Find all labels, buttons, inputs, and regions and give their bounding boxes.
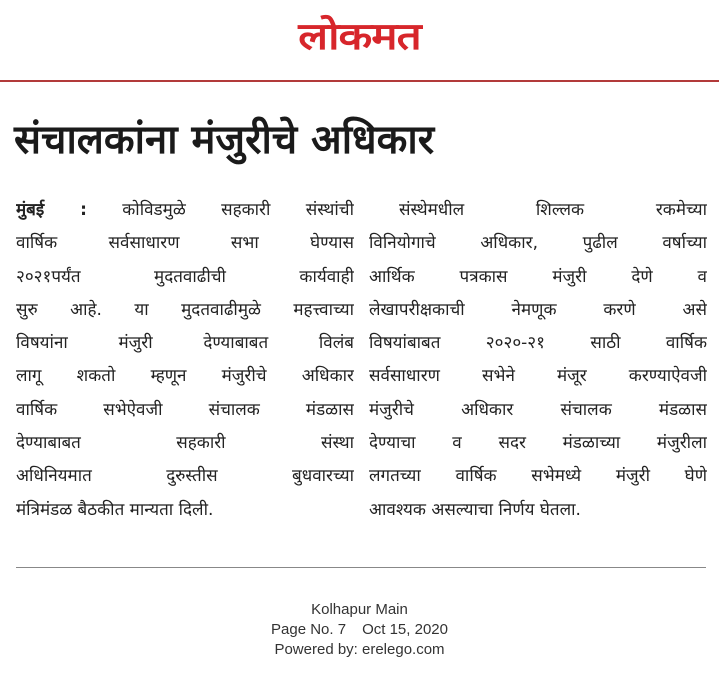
column-line <box>16 194 354 227</box>
column-line: २०२१पर्यंत मुदतवाढीची कार्यवाही <box>16 266 354 287</box>
article-column-left <box>16 194 354 527</box>
column-line: विषयांना मंजुरी देण्याबाबत विलंब <box>16 333 354 354</box>
powered-by-link[interactable]: Powered by: erelego.com <box>274 641 445 658</box>
column-line: देण्याबाबत सहकारी संस्था <box>16 433 354 454</box>
article-headline: संचालकांना मंजुरीचे अधिकार <box>14 117 435 163</box>
column-line: वार्षिक सर्वसाधारण सभा घेण्यास <box>16 233 354 254</box>
newspaper-logo: लोकमत <box>298 14 421 59</box>
dateline: मुंबई : <box>16 200 87 220</box>
column-line: लेखापरीक्षकाची नेमणूक करणे असे <box>369 299 707 320</box>
masthead-divider <box>0 80 719 82</box>
page-and-date <box>0 620 719 640</box>
line-text: कोविडमुळे सहकारी संस्थांची <box>86 200 354 220</box>
page-number: Page No. 7 <box>271 621 347 638</box>
clipping-footer <box>0 600 719 660</box>
column-line: देण्याचा व सदर मंडळाच्या मंजुरीला <box>369 433 707 454</box>
column-line: विनियोगाचे अधिकार, पुढील वर्षाच्या <box>369 233 707 254</box>
publish-date: Oct 15, 2020 <box>362 621 448 638</box>
column-line: वार्षिक सभेऐवजी संचालक मंडळास <box>16 399 354 420</box>
masthead <box>0 0 719 80</box>
column-line: संस्थेमधील शिल्लक रकमेच्या <box>399 200 707 220</box>
column-line: आवश्यक असल्याचा निर्णय घेतला. <box>369 499 581 520</box>
column-line: सर्वसाधारण सभेने मंजूर करण्याऐवजी <box>369 366 707 387</box>
column-line: सुरु आहे. या मुदतवाढीमुळे महत्त्वाच्या <box>16 299 354 320</box>
footer-divider <box>16 567 706 568</box>
column-line: लगतच्या वार्षिक सभेमध्ये मंजुरी घेणे <box>369 466 707 487</box>
column-line: विषयांबाबत २०२०-२१ साठी वार्षिक <box>369 333 707 354</box>
column-line: मंत्रिमंडळ बैठकीत मान्यता दिली. <box>16 499 214 520</box>
column-line: मंजुरीचे अधिकार संचालक मंडळास <box>369 399 707 420</box>
article-column-right <box>369 194 707 527</box>
column-line: अधिनियमात दुरुस्तीस बुधवारच्या <box>16 466 354 487</box>
column-line: आर्थिक पत्रकास मंजुरी देणे व <box>369 266 707 287</box>
column-line: लागू शकतो म्हणून मंजुरीचे अधिकार <box>16 366 354 387</box>
edition-name: Kolhapur Main <box>311 601 408 618</box>
